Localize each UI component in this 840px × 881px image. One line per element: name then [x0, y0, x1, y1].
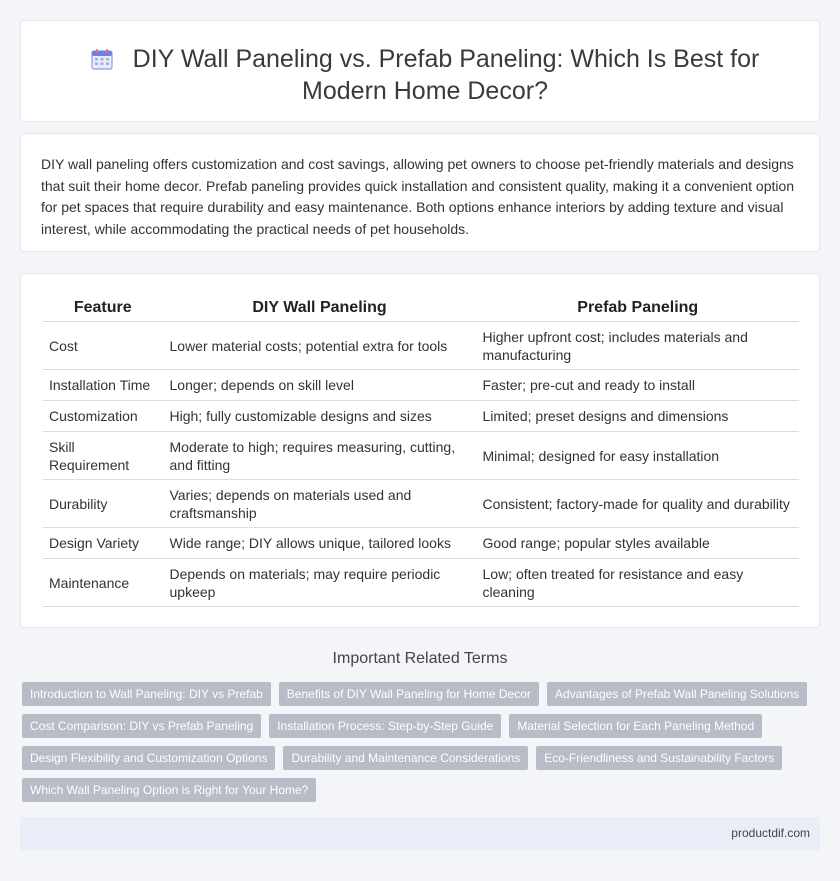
related-term-tag[interactable]: Material Selection for Each Paneling Method [509, 714, 762, 738]
title-card [20, 20, 820, 122]
cell-diy: Varies; depends on materials used and craftsmanship [163, 480, 476, 528]
cell-diy: Lower material costs; potential extra for tools [163, 322, 476, 370]
cell-feature: Maintenance [43, 559, 163, 607]
cell-feature: Cost [43, 322, 163, 370]
cell-prefab: Consistent; factory-made for quality and durability [476, 480, 799, 528]
calendar-icon [91, 48, 113, 70]
table-row [43, 322, 799, 370]
cell-prefab: Faster; pre-cut and ready to install [476, 370, 799, 401]
footer-site-link[interactable]: productdif.com [731, 826, 810, 840]
cell-diy: Wide range; DIY allows unique, tailored looks [163, 528, 476, 559]
comparison-card [20, 273, 820, 628]
related-term-tag[interactable]: Cost Comparison: DIY vs Prefab Paneling [22, 714, 261, 738]
cell-prefab: Low; often treated for resistance and easy cleaning [476, 559, 799, 607]
related-term-tag[interactable]: Durability and Maintenance Considerations [283, 746, 528, 770]
table-header-row [43, 296, 799, 322]
related-term-tag[interactable]: Advantages of Prefab Wall Paneling Solutions [547, 682, 807, 706]
intro-card [20, 133, 820, 252]
table-row [43, 401, 799, 432]
header-diy: DIY Wall Paneling [163, 296, 476, 322]
cell-feature: Durability [43, 480, 163, 528]
cell-diy: Moderate to high; requires measuring, cutting, and fitting [163, 432, 476, 480]
cell-feature: Customization [43, 401, 163, 432]
cell-feature: Skill Requirement [43, 432, 163, 480]
header-prefab: Prefab Paneling [476, 296, 799, 322]
cell-diy: High; fully customizable designs and sizes [163, 401, 476, 432]
cell-prefab: Good range; popular styles available [476, 528, 799, 559]
related-terms-list [22, 682, 822, 802]
page-title-text: DIY Wall Paneling vs. Prefab Paneling: Which Is Best for Modern Home Decor? [132, 45, 760, 105]
cell-prefab: Limited; preset designs and dimensions [476, 401, 799, 432]
header-feature: Feature [43, 296, 163, 322]
cell-prefab: Higher upfront cost; includes materials and manufacturing [476, 322, 799, 370]
cell-feature: Installation Time [43, 370, 163, 401]
title-wrap [61, 43, 789, 107]
related-term-tag[interactable]: Installation Process: Step-by-Step Guide [269, 714, 501, 738]
related-term-tag[interactable]: Introduction to Wall Paneling: DIY vs Prefab [22, 682, 271, 706]
page-title [61, 43, 789, 107]
table-row [43, 480, 799, 528]
table-row [43, 559, 799, 607]
table-row [43, 432, 799, 480]
cell-feature: Design Variety [43, 528, 163, 559]
comparison-table [43, 296, 799, 607]
table-row [43, 370, 799, 401]
cell-prefab: Minimal; designed for easy installation [476, 432, 799, 480]
related-terms-title: Important Related Terms [332, 650, 508, 667]
footer-bar [20, 817, 820, 850]
cell-diy: Longer; depends on skill level [163, 370, 476, 401]
related-term-tag[interactable]: Eco-Friendliness and Sustainability Factors [536, 746, 782, 770]
related-term-tag[interactable]: Benefits of DIY Wall Paneling for Home Decor [279, 682, 539, 706]
table-row [43, 528, 799, 559]
related-term-tag[interactable]: Design Flexibility and Customization Options [22, 746, 275, 770]
intro-paragraph: DIY wall paneling offers customization and cost savings, allowing pet owners to choose pet-friendly materials and designs that suit their home decor. Prefab paneling provides quick installation and consistent quality, making it a convenient option for pet spaces that require durability and easy maintenance. Both options enhance interiors by adding texture and visual interest, while accommodating the practical needs of pet households. [41, 156, 795, 237]
cell-diy: Depends on materials; may require periodic upkeep [163, 559, 476, 607]
related-term-tag[interactable]: Which Wall Paneling Option is Right for Your Home? [22, 778, 316, 802]
